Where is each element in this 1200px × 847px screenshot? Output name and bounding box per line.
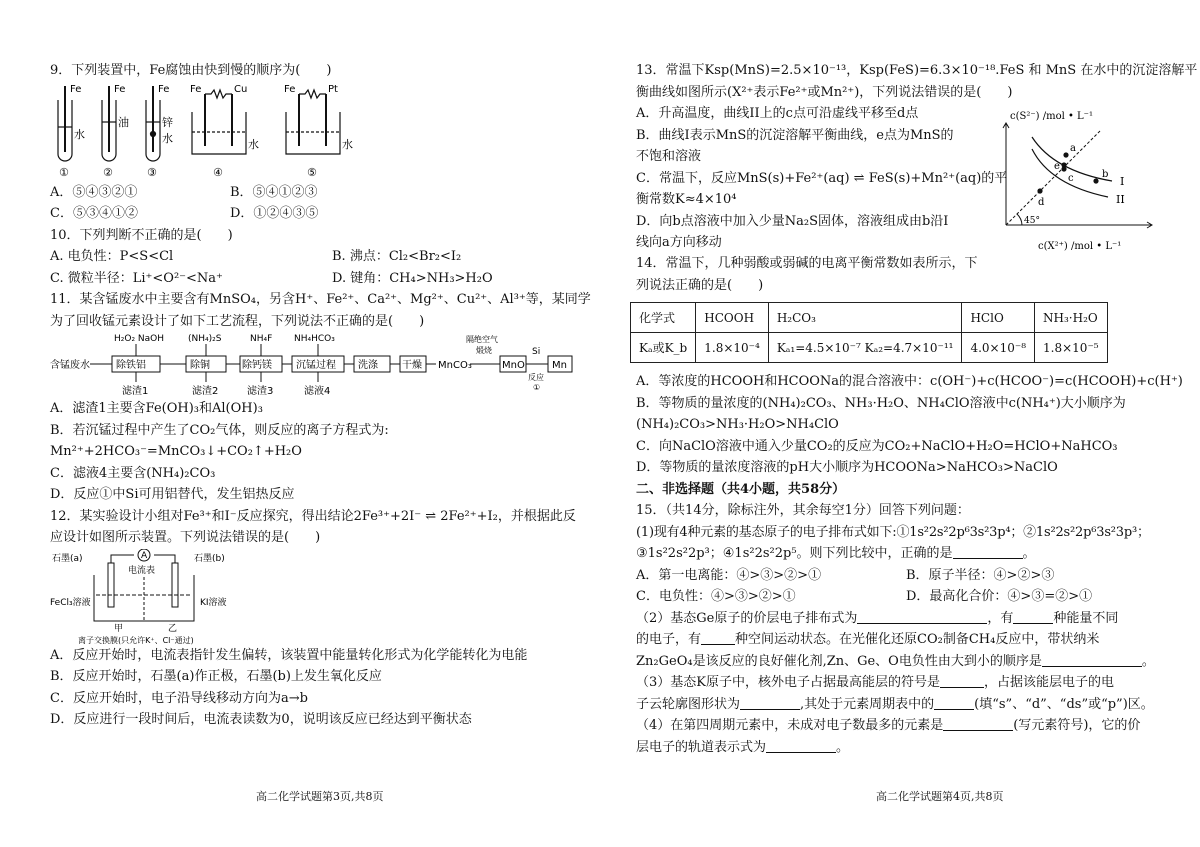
q14-stem-line-2: 列说法正确的是( )	[636, 277, 764, 293]
left-page-footer: 高二化学试题第3页,共8页	[256, 790, 384, 803]
q15-part3-end-2: (填“s”、“d”、“ds”或“p”)区。	[974, 696, 1154, 712]
q13-option-a: A．升高温度，曲线II上的c点可沿虚线平移至d点	[636, 106, 919, 121]
q11-reaction-number: ①	[533, 383, 541, 392]
q15-part4-line-2	[636, 737, 1156, 759]
q11-flow-start: 含锰废水	[50, 360, 90, 371]
answer-blank[interactable]	[1042, 652, 1142, 667]
q9-fe-label-5: Fe	[284, 83, 296, 95]
answer-blank[interactable]	[857, 609, 987, 624]
q15-part2-end-2: 种空间运动状态。在光催化还原CO₂制备CH₄反应中，带状纳米	[735, 632, 1100, 647]
q9-zinc-label: 锌	[162, 115, 173, 129]
q15-part3-text-2: 子云轮廓图形状为	[636, 696, 741, 712]
q11-mno: MnO	[502, 360, 525, 371]
q11-option-a: A．滤渣1主要含Fe(OH)₃和Al(OH)₃	[50, 401, 263, 416]
q11-stem-line-2: 为了回收锰元素设计了如下工艺流程，下列说法不正确的是( )	[50, 313, 425, 329]
q13-point-e: e	[1054, 161, 1060, 172]
q15-options-row-1	[636, 565, 1156, 587]
q11-reagent-4: NH₄HCO₃	[294, 334, 335, 344]
q12-graphite-a-label: 石墨(a)	[52, 553, 83, 564]
q12-ammeter-symbol: A	[141, 550, 148, 561]
q9-option-c: C．⑤③④①②	[50, 206, 138, 221]
q10-option-c: C. 微粒半径：Li⁺<O²⁻<Na⁺	[50, 270, 223, 286]
q9-stem: 9．下列装置中，Fe腐蚀由快到慢的顺序为( )	[50, 63, 332, 78]
q14-option-c: C．向NaClO溶液中通入少量CO₂的反应为CO₂+NaClO+H₂O=HClO+NaHCO₃	[636, 438, 1118, 454]
q11-option-d: D．反应①中Si可用铝替代，发生铝热反应	[50, 487, 295, 502]
q14-option-d: D．等物质的量浓度溶液的pH大小顺序为HCOONa>NaHCO₃>NaClO	[636, 460, 1058, 475]
q11-condition-1: 隔绝空气	[466, 335, 498, 344]
q14-constants-table	[630, 302, 1108, 363]
q11-condition-2: 煅烧	[476, 346, 492, 355]
q11-step-4: 沉锰过程	[296, 360, 336, 371]
q11-residue-2: 滤渣2	[192, 386, 219, 397]
table-header-cell: 化学式	[631, 303, 696, 333]
q12-ammeter-label: 电流表	[128, 565, 156, 576]
q15-part2-end-3: 。	[1141, 653, 1155, 669]
q14-option-b-cont: (NH₄)₂CO₃>NH₃·H₂O>NH₄ClO	[636, 417, 839, 432]
q13-option-d: D．向b点溶液中加入少量Na₂S固体，溶液组成由b沿I	[636, 213, 949, 229]
answer-blank[interactable]	[1013, 609, 1053, 624]
q12-figure	[50, 549, 280, 645]
q15-part4-end-2: 。	[836, 739, 850, 755]
q15-option-d: D．最高化合价：④>③=②>①	[906, 589, 1093, 604]
section-heading: 二、非选择题（共4小题，共58分）	[636, 481, 846, 497]
q15-part2-text: （2）基态Ge原子的价层电子排布式为	[636, 610, 858, 626]
q15-part4-line-1	[636, 715, 1156, 737]
q10-option-b: B. 沸点：Cl₂<Br₂<I₂	[332, 249, 462, 264]
q15-part4-end: (写元素符号)，它的价	[1013, 718, 1141, 733]
q9-option-a: A．⑤④③②①	[50, 184, 138, 200]
q9-options-row-1	[50, 182, 590, 204]
q9-label-1: ①	[59, 165, 69, 179]
q15-part2-text-3: Zn₂GeO₄是该反应的良好催化剂,Zn、Ge、O电负性由大到小的顺序是	[636, 653, 1042, 669]
q9-water-label-5: 水	[342, 137, 353, 151]
q13-option-c-cont: 衡常数K≈4×10⁴	[636, 192, 737, 207]
answer-blank[interactable]	[953, 544, 1023, 559]
q11-step-5: 洗涤	[358, 360, 378, 371]
q12-ki-label: KI溶液	[200, 597, 227, 608]
q9-water-label-3: 水	[162, 131, 173, 145]
q9-figure	[50, 82, 380, 182]
q9-option-b: B．⑤④①②③	[230, 184, 318, 200]
q15-part3-mid: ,其处于元素周期表中的	[800, 696, 935, 712]
q11-residue-1: 滤渣1	[122, 386, 149, 397]
q9-water-label-4: 水	[248, 137, 259, 151]
q12-fecl3-label: FeCl₃溶液	[50, 597, 91, 608]
q9-cu-label: Cu	[234, 83, 248, 95]
q15-part4-text: （4）在第四周期元素中，未成对电子数最多的元素是	[636, 718, 944, 733]
q12-option-c: C．反应开始时，电子沿导线移动方向为a→b	[50, 690, 308, 706]
q12-option-a: A．反应开始时，电流表指针发生偏转，该装置中能量转化形式为化学能转化为电能	[50, 647, 528, 663]
q9-label-3: ③	[147, 165, 157, 179]
q12-yi-label: 乙	[168, 623, 178, 634]
table-header-cell: NH₃·H₂O	[1035, 303, 1108, 333]
q11-filtrate-4: 滤液4	[304, 386, 331, 397]
table-header-cell: HClO	[962, 303, 1035, 333]
table-cell: 1.8×10⁻⁴	[696, 333, 769, 363]
q15-part3-end: ，占据该能层电子的电	[983, 675, 1114, 690]
q15-options-row-2	[636, 586, 1156, 608]
q13-curve-2-label: II	[1116, 193, 1125, 206]
q14-option-b: B．等物质的量浓度的(NH₄)₂CO₃、NH₃·H₂O、NH₄ClO溶液中c(NH₄⁺)大小顺序为	[636, 395, 1126, 411]
table-cell: Kₐ₁=4.5×10⁻⁷ Kₐ₂=4.7×10⁻¹¹	[768, 333, 962, 363]
right-page	[636, 60, 1198, 758]
left-page	[50, 60, 590, 731]
q11-option-c: C．滤液4主要含(NH₄)₂CO₃	[50, 465, 216, 481]
q13-x-axis-label: c(X²⁺) /mol • L⁻¹	[1038, 241, 1122, 252]
q9-fe-label-3: Fe	[158, 83, 170, 95]
q13-block	[636, 103, 1156, 253]
q11-reagent-3: NH₄F	[250, 334, 273, 344]
q13-option-b-cont: 不饱和溶液	[636, 149, 702, 164]
table-header-row	[631, 303, 1108, 333]
table-header-cell: H₂CO₃	[768, 303, 962, 333]
q15-part2-mid: ，有	[987, 610, 1014, 626]
right-page-footer: 高二化学试题第4页,共8页	[876, 790, 1004, 803]
q11-step-6: 干燥	[402, 360, 422, 371]
q15-part2-line-2	[636, 629, 1156, 651]
q13-option-c: C．常温下，反应MnS(s)+Fe²⁺(aq) ⇌ FeS(s)+Mn²⁺(aq)的平	[636, 170, 1008, 186]
q14-stem-line-1: 14．常温下，几种弱酸或弱碱的电离平衡常数如表所示，下	[636, 256, 978, 271]
q9-options-row-2	[50, 203, 590, 225]
q13-curve-1-label: I	[1120, 175, 1125, 188]
table-header-cell: HCOOH	[696, 303, 769, 333]
q12-option-d: D．反应进行一段时间后，电流表读数为0，说明该反应已经达到平衡状态	[50, 712, 472, 727]
q9-oil-label: 油	[118, 115, 129, 129]
q15-part1-line-1: (1)现有4种元素的基态原子的电子排布式如下:①1s²2s²2p⁶3s²3p⁴；②1s²2s²2p⁶3s²3p³；	[636, 524, 1150, 540]
q12-jia-label: 甲	[114, 623, 124, 634]
q15-part2-line-1	[636, 608, 1156, 630]
q9-fe-label-4: Fe	[190, 83, 202, 95]
q11-stem-line-1: 11．某含锰废水中主要含有MnSO₄，另含H⁺、Fe²⁺、Ca²⁺、Mg²⁺、Cu²⁺、Al³⁺等，某同学	[50, 292, 591, 307]
q15-part1-end: 。	[1022, 546, 1036, 561]
q10-options-row-1	[50, 246, 590, 268]
q15-part1-line-2	[636, 543, 1156, 565]
q9-pt-label: Pt	[328, 83, 338, 95]
q15-option-b: B．原子半径：④>②>③	[906, 567, 1055, 583]
q15-part2-end: 种能量不同	[1053, 610, 1119, 626]
q9-label-2: ②	[103, 165, 113, 179]
q10-options-row-2	[50, 268, 590, 290]
table-row	[631, 333, 1108, 363]
q15-part3-line-2	[636, 694, 1156, 716]
q10-option-a: A. 电负性：P<S<Cl	[50, 249, 174, 264]
table-cell: 4.0×10⁻⁸	[962, 333, 1035, 363]
q11-step-1: 除铁铝	[116, 360, 146, 371]
q13-point-d: d	[1038, 197, 1045, 208]
answer-blank[interactable]	[934, 695, 974, 710]
q12-stem-line-1: 12．某实验设计小组对Fe³⁺和I⁻反应探究，得出结论2Fe³⁺+2I⁻ ⇌ 2Fe²⁺+I₂，并根据此反	[50, 508, 576, 524]
q13-stem-line-2: 衡曲线如图所示(X²⁺表示Fe²⁺或Mn²⁺)，下列说法错误的是( )	[636, 84, 1013, 100]
q11-reagent-2: (NH₄)₂S	[188, 334, 222, 344]
q12-membrane-label: 离子交换膜(只允许K⁺、Cl⁻通过)	[78, 635, 194, 645]
q12-graphite-b-label: 石墨(b)	[194, 553, 225, 564]
q9-label-5: ⑤	[307, 165, 317, 179]
q11-residue-3: 滤渣3	[247, 386, 274, 397]
q11-option-b-equation: Mn²⁺+2HCO₃⁻=MnCO₃↓+CO₂↑+H₂O	[50, 444, 302, 459]
answer-blank[interactable]	[943, 716, 1013, 731]
q9-fe-label-2: Fe	[114, 83, 126, 95]
q15-option-c: C．电负性：④>③>②>①	[636, 589, 796, 604]
q9-water-label-1: 水	[74, 127, 85, 141]
answer-blank[interactable]	[766, 738, 836, 753]
q9-option-d: D．①②④③⑤	[230, 206, 319, 221]
q14-option-a: A．等浓度的HCOOH和HCOONa的混合溶液中：c(OH⁻)+c(HCOO⁻)=c(HCOOH)+c(H⁺)	[636, 374, 1183, 389]
q13-option-b: B．曲线I表示MnS的沉淀溶解平衡曲线，e点为MnS的	[636, 127, 954, 143]
answer-blank[interactable]	[740, 695, 800, 710]
q10-stem: 10．下列判断不正确的是( )	[50, 227, 233, 243]
q15-stem: 15．（共14分，除标注外，其余每空1分）回答下列问题：	[636, 503, 970, 518]
q13-stem-line-1: 13．常温下Ksp(MnS)=2.5×10⁻¹³，Ksp(FeS)=6.3×10⁻¹⁸.FeS 和 MnS 在水中的沉淀溶解平	[636, 63, 1198, 78]
q11-flow-diagram	[50, 332, 590, 398]
q15-part3-line-1	[636, 672, 1156, 694]
answer-blank[interactable]	[701, 630, 735, 645]
q11-si: Si	[532, 347, 541, 357]
q11-option-b: B．若沉锰过程中产生了CO₂气体，则反应的离子方程式为:	[50, 422, 389, 438]
q13-angle-label: 45°	[1024, 216, 1040, 226]
q15-part2-line-3	[636, 651, 1156, 673]
q15-part2-text-2: 的电子，有	[636, 632, 702, 647]
q12-option-b: B．反应开始时，石墨(a)作正极，石墨(b)上发生氧化反应	[50, 669, 382, 684]
q11-mnco3: MnCO₃	[438, 360, 472, 371]
q15-part1-text: ③1s²2s²2p³；④1s²2s²2p⁵。则下列比较中，正确的是	[636, 546, 953, 561]
q12-stem-line-2: 应设计如图所示装置。下列说法错误的是( )	[50, 530, 321, 545]
q15-option-a: A．第一电离能：④>③>②>①	[636, 567, 822, 583]
q11-step-2: 除铜	[190, 360, 210, 371]
q9-label-4: ④	[213, 165, 223, 179]
q13-graph	[992, 107, 1156, 253]
q13-y-axis-label: c(S²⁻) /mol • L⁻¹	[1010, 111, 1093, 122]
q9-fe-label-1: Fe	[70, 83, 82, 95]
q13-point-b: b	[1102, 169, 1109, 180]
q11-reaction-label: 反应	[528, 373, 544, 382]
q11-step-3: 除钙镁	[242, 360, 272, 371]
q11-reagent-1: H₂O₂ NaOH	[114, 334, 165, 344]
q13-option-d-cont: 线向a方向移动	[636, 235, 722, 250]
q13-point-a: a	[1070, 143, 1076, 154]
answer-blank[interactable]	[940, 673, 984, 688]
q15-part3-text: （3）基态K原子中，核外电子占据最高能层的符号是	[636, 675, 940, 690]
q15-part4-text-2: 层电子的轨道表示式为	[636, 739, 767, 755]
q13-point-c: c	[1068, 173, 1074, 184]
q13-options	[636, 103, 1008, 254]
q11-mn: Mn	[552, 360, 567, 371]
table-cell: 1.8×10⁻⁵	[1035, 333, 1108, 363]
q10-option-d: D. 键角：CH₄>NH₃>H₂O	[332, 270, 493, 286]
table-cell: Kₐ或K_b	[631, 333, 696, 363]
